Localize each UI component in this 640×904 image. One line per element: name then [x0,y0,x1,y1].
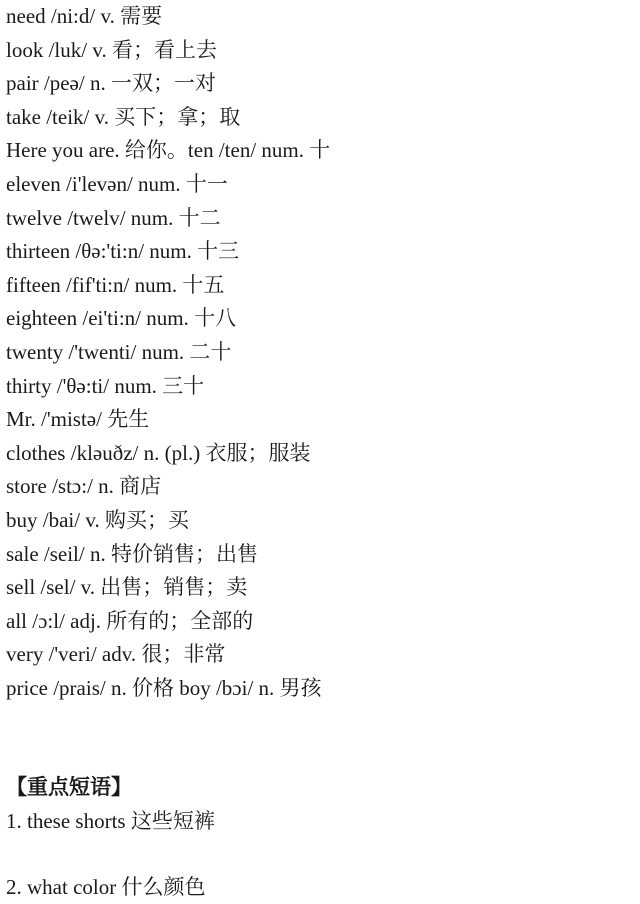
vocab-entry: buy /bai/ v. 购买；买 [6,507,189,532]
vocab-entry: eighteen /ei'ti:n/ num. 十八 [6,306,237,331]
vocab-entry: thirteen /θə:'ti:n/ num. 十三 [6,239,240,264]
vocab-entry: Here you are. 给你。ten /ten/ num. 十 [6,138,331,163]
vocab-entry: sell /sel/ v. 出售；销售；卖 [6,575,248,600]
phrase-item: 1. these shorts 这些短裤 [6,809,215,833]
vocab-entry: Mr. /'mistə/ 先生 [6,407,150,432]
vocab-entry: look /luk/ v. 看；看上去 [6,37,217,62]
vocab-entry: price /prais/ n. 价格 boy /bɔi/ n. 男孩 [6,675,322,700]
vocab-entry: pair /peə/ n. 一双；一对 [6,71,216,96]
vocabulary-list [6,0,626,705]
vocab-entry: sale /seil/ n. 特价销售；出售 [6,541,258,566]
vocab-entry: store /stɔ:/ n. 商店 [6,474,162,499]
phrases-heading: 【重点短语】 [6,775,132,799]
vocab-entry: clothes /kləuðz/ n. (pl.) 衣服；服装 [6,440,311,465]
vocab-entry: fifteen /fif'ti:n/ num. 十五 [6,272,225,297]
vocab-entry: take /teik/ v. 买下；拿；取 [6,104,241,129]
vocab-entry: very /'veri/ adv. 很；非常 [6,642,226,667]
vocab-entry: thirty /'θə:ti/ num. 三十 [6,373,205,398]
vocab-entry: all /ɔ:l/ adj. 所有的；全部的 [6,608,254,633]
phrase-item: 2. what color 什么颜色 [6,875,206,899]
vocab-entry: need /ni:d/ v. 需要 [6,4,163,28]
vocab-entry: eleven /i'levən/ num. 十一 [6,171,228,196]
vocab-entry: twelve /twelv/ num. 十二 [6,205,221,230]
vocab-entry: twenty /'twenti/ num. 二十 [6,339,232,364]
